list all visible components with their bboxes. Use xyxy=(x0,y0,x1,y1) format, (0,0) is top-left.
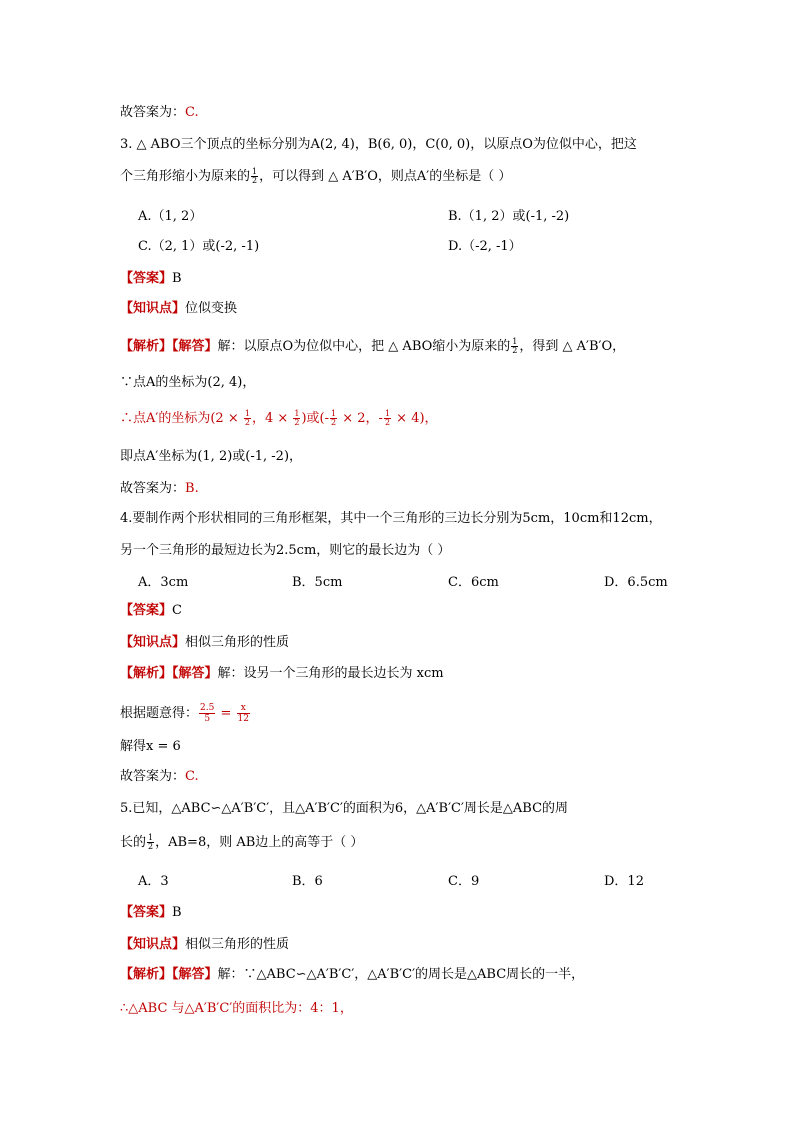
q3-stem-text: 个三角形缩小为原来的 xyxy=(120,169,251,184)
q4-stem-line1: 4.要制作两个形状相同的三角形框架，其中一个三角形的三边长分别为5cm，10cm和12cm， xyxy=(120,511,662,526)
solution-text-3d: × 2，- xyxy=(338,411,383,426)
knowledge-tag: 【知识点】 xyxy=(120,635,186,650)
final-answer: C. xyxy=(185,105,199,120)
q4-option-a: A．3cm xyxy=(138,575,189,590)
numerator: 2.5 xyxy=(200,703,215,713)
q5-stem-text-2: ，AB=8，则 AB边上的高等于（ ） xyxy=(155,835,364,850)
q4-option-b: B．5cm xyxy=(292,575,343,590)
denominator: 5 xyxy=(204,714,211,724)
q2-final-line xyxy=(120,104,199,122)
equation xyxy=(198,703,251,724)
q5-stem-line1: 5.已知，△ABC∽△A′B′C′，且△A′B′C′的面积为6，△A′B′C′周长是△ABC的周 xyxy=(120,801,569,816)
q3-option-a: A.（1, 2） xyxy=(138,209,203,224)
q4-solution-line3: 解得x = 6 xyxy=(120,739,181,754)
q3-option-b: B.（1, 2）或(-1, -2) xyxy=(448,209,570,224)
fraction xyxy=(330,410,337,427)
knowledge-point: 位似变换 xyxy=(185,301,238,316)
q5-option-b: B．6 xyxy=(292,874,323,889)
fraction xyxy=(384,410,391,427)
denominator: 2 xyxy=(252,176,258,185)
q5-knowledge-line xyxy=(120,936,289,954)
solution-text-3b: ，4 × xyxy=(251,411,293,426)
numerator: 1 xyxy=(294,409,300,418)
denominator: 2 xyxy=(148,842,154,851)
knowledge-tag: 【知识点】 xyxy=(120,937,186,952)
denominator: 12 xyxy=(237,714,249,724)
q5-option-c: C．9 xyxy=(448,874,480,889)
denominator: 2 xyxy=(294,418,300,427)
solution-tag: 【解析】【解答】 xyxy=(120,666,218,681)
final-label: 故答案为： xyxy=(120,105,186,120)
q4-answer-line xyxy=(120,602,182,620)
fraction xyxy=(293,410,300,427)
numerator: 1 xyxy=(148,833,154,842)
solution-text: 解：以原点O为位似中心，把 △ ABO缩小为原来的 xyxy=(217,339,511,354)
q3-stem-line1: 3. △ ABO三个顶点的坐标分别为A(2, 4)，B(6, 0)，C(0, 0)，以原点O为位似中心，把这 xyxy=(120,137,637,152)
q4-option-d: D．6.5cm xyxy=(604,575,668,590)
q3-final-line xyxy=(120,480,199,498)
answer-value: B xyxy=(172,271,182,286)
numerator: 1 xyxy=(331,409,337,418)
q4-solution-line2 xyxy=(120,703,251,724)
solution-text-2: 根据题意得： xyxy=(120,706,199,721)
final-label: 故答案为： xyxy=(120,769,186,784)
final-answer: B. xyxy=(185,481,199,496)
q5-solution-line2: ∴△ABC 与△A′B′C′的面积比为：4：1， xyxy=(120,1001,353,1016)
q3-solution-line3 xyxy=(120,410,438,428)
solution-text: 解：设另一个三角形的最长边长为 xcm xyxy=(217,666,444,681)
knowledge-point: 相似三角形的性质 xyxy=(185,937,290,952)
q3-stem-line2 xyxy=(120,168,511,186)
q5-option-d: D．12 xyxy=(604,874,644,889)
numerator: x xyxy=(237,703,250,714)
answer-tag: 【答案】 xyxy=(120,271,173,286)
q3-option-c: C.（2, 1）或(-2, -1) xyxy=(138,239,260,254)
q5-answer-line xyxy=(120,904,182,922)
solution-text: 解：∵△ABC∽△A′B′C′，△A′B′C′的周长是△ABC周长的一半， xyxy=(217,967,585,982)
q5-stem-text: 长的 xyxy=(120,835,147,850)
q3-answer-line xyxy=(120,270,182,288)
answer-value: C xyxy=(172,603,182,618)
denominator: 2 xyxy=(384,418,391,427)
answer-value: B xyxy=(172,905,182,920)
final-label: 故答案为： xyxy=(120,481,186,496)
q5-option-a: A．3 xyxy=(138,874,169,889)
solution-text-3c: )或(- xyxy=(301,411,330,426)
answer-tag: 【答案】 xyxy=(120,603,173,618)
q5-stem-line2 xyxy=(120,834,363,852)
q4-solution-line1 xyxy=(120,665,444,683)
fraction xyxy=(237,703,250,724)
q4-knowledge-line xyxy=(120,634,289,652)
solution-tag: 【解析】【解答】 xyxy=(120,967,218,982)
q5-solution-line1 xyxy=(120,966,584,984)
numerator: 1 xyxy=(252,167,258,176)
solution-tag: 【解析】【解答】 xyxy=(120,339,218,354)
numerator: 1 xyxy=(512,337,518,346)
q3-solution-line1 xyxy=(120,338,625,356)
equals-sign: = xyxy=(216,706,236,721)
q4-stem-line2: 另一个三角形的最短边长为2.5cm，则它的最长边为（ ） xyxy=(120,543,451,558)
fraction xyxy=(511,338,518,355)
fraction xyxy=(251,168,258,185)
q4-option-c: C．6cm xyxy=(448,575,499,590)
answer-tag: 【答案】 xyxy=(120,905,173,920)
q3-stem-text-2: ，可以得到 △ A′B′O，则点A′的坐标是（ ） xyxy=(259,169,512,184)
denominator: 2 xyxy=(331,418,337,427)
knowledge-tag: 【知识点】 xyxy=(120,301,186,316)
solution-text-3a: ∴点A′的坐标为(2 × xyxy=(120,411,243,426)
q3-option-d: D.（-2, -1） xyxy=(448,239,522,254)
q4-final-line xyxy=(120,768,199,786)
fraction xyxy=(244,410,251,427)
fraction xyxy=(199,703,215,724)
denominator: 2 xyxy=(512,346,518,355)
q3-solution-line2: ∵点A的坐标为(2, 4)， xyxy=(120,375,256,390)
q3-solution-line4: 即点A′坐标为(1, 2)或(-1, -2)， xyxy=(120,449,303,464)
numerator: 1 xyxy=(384,409,391,418)
solution-text-3e: × 4)， xyxy=(392,411,438,426)
final-answer: C. xyxy=(185,769,199,784)
denominator: 2 xyxy=(244,418,250,427)
knowledge-point: 相似三角形的性质 xyxy=(185,635,290,650)
numerator: 1 xyxy=(244,409,250,418)
solution-text-2: ，得到 △ A′B′O， xyxy=(519,339,626,354)
fraction xyxy=(147,834,154,851)
q3-knowledge-line xyxy=(120,300,237,318)
